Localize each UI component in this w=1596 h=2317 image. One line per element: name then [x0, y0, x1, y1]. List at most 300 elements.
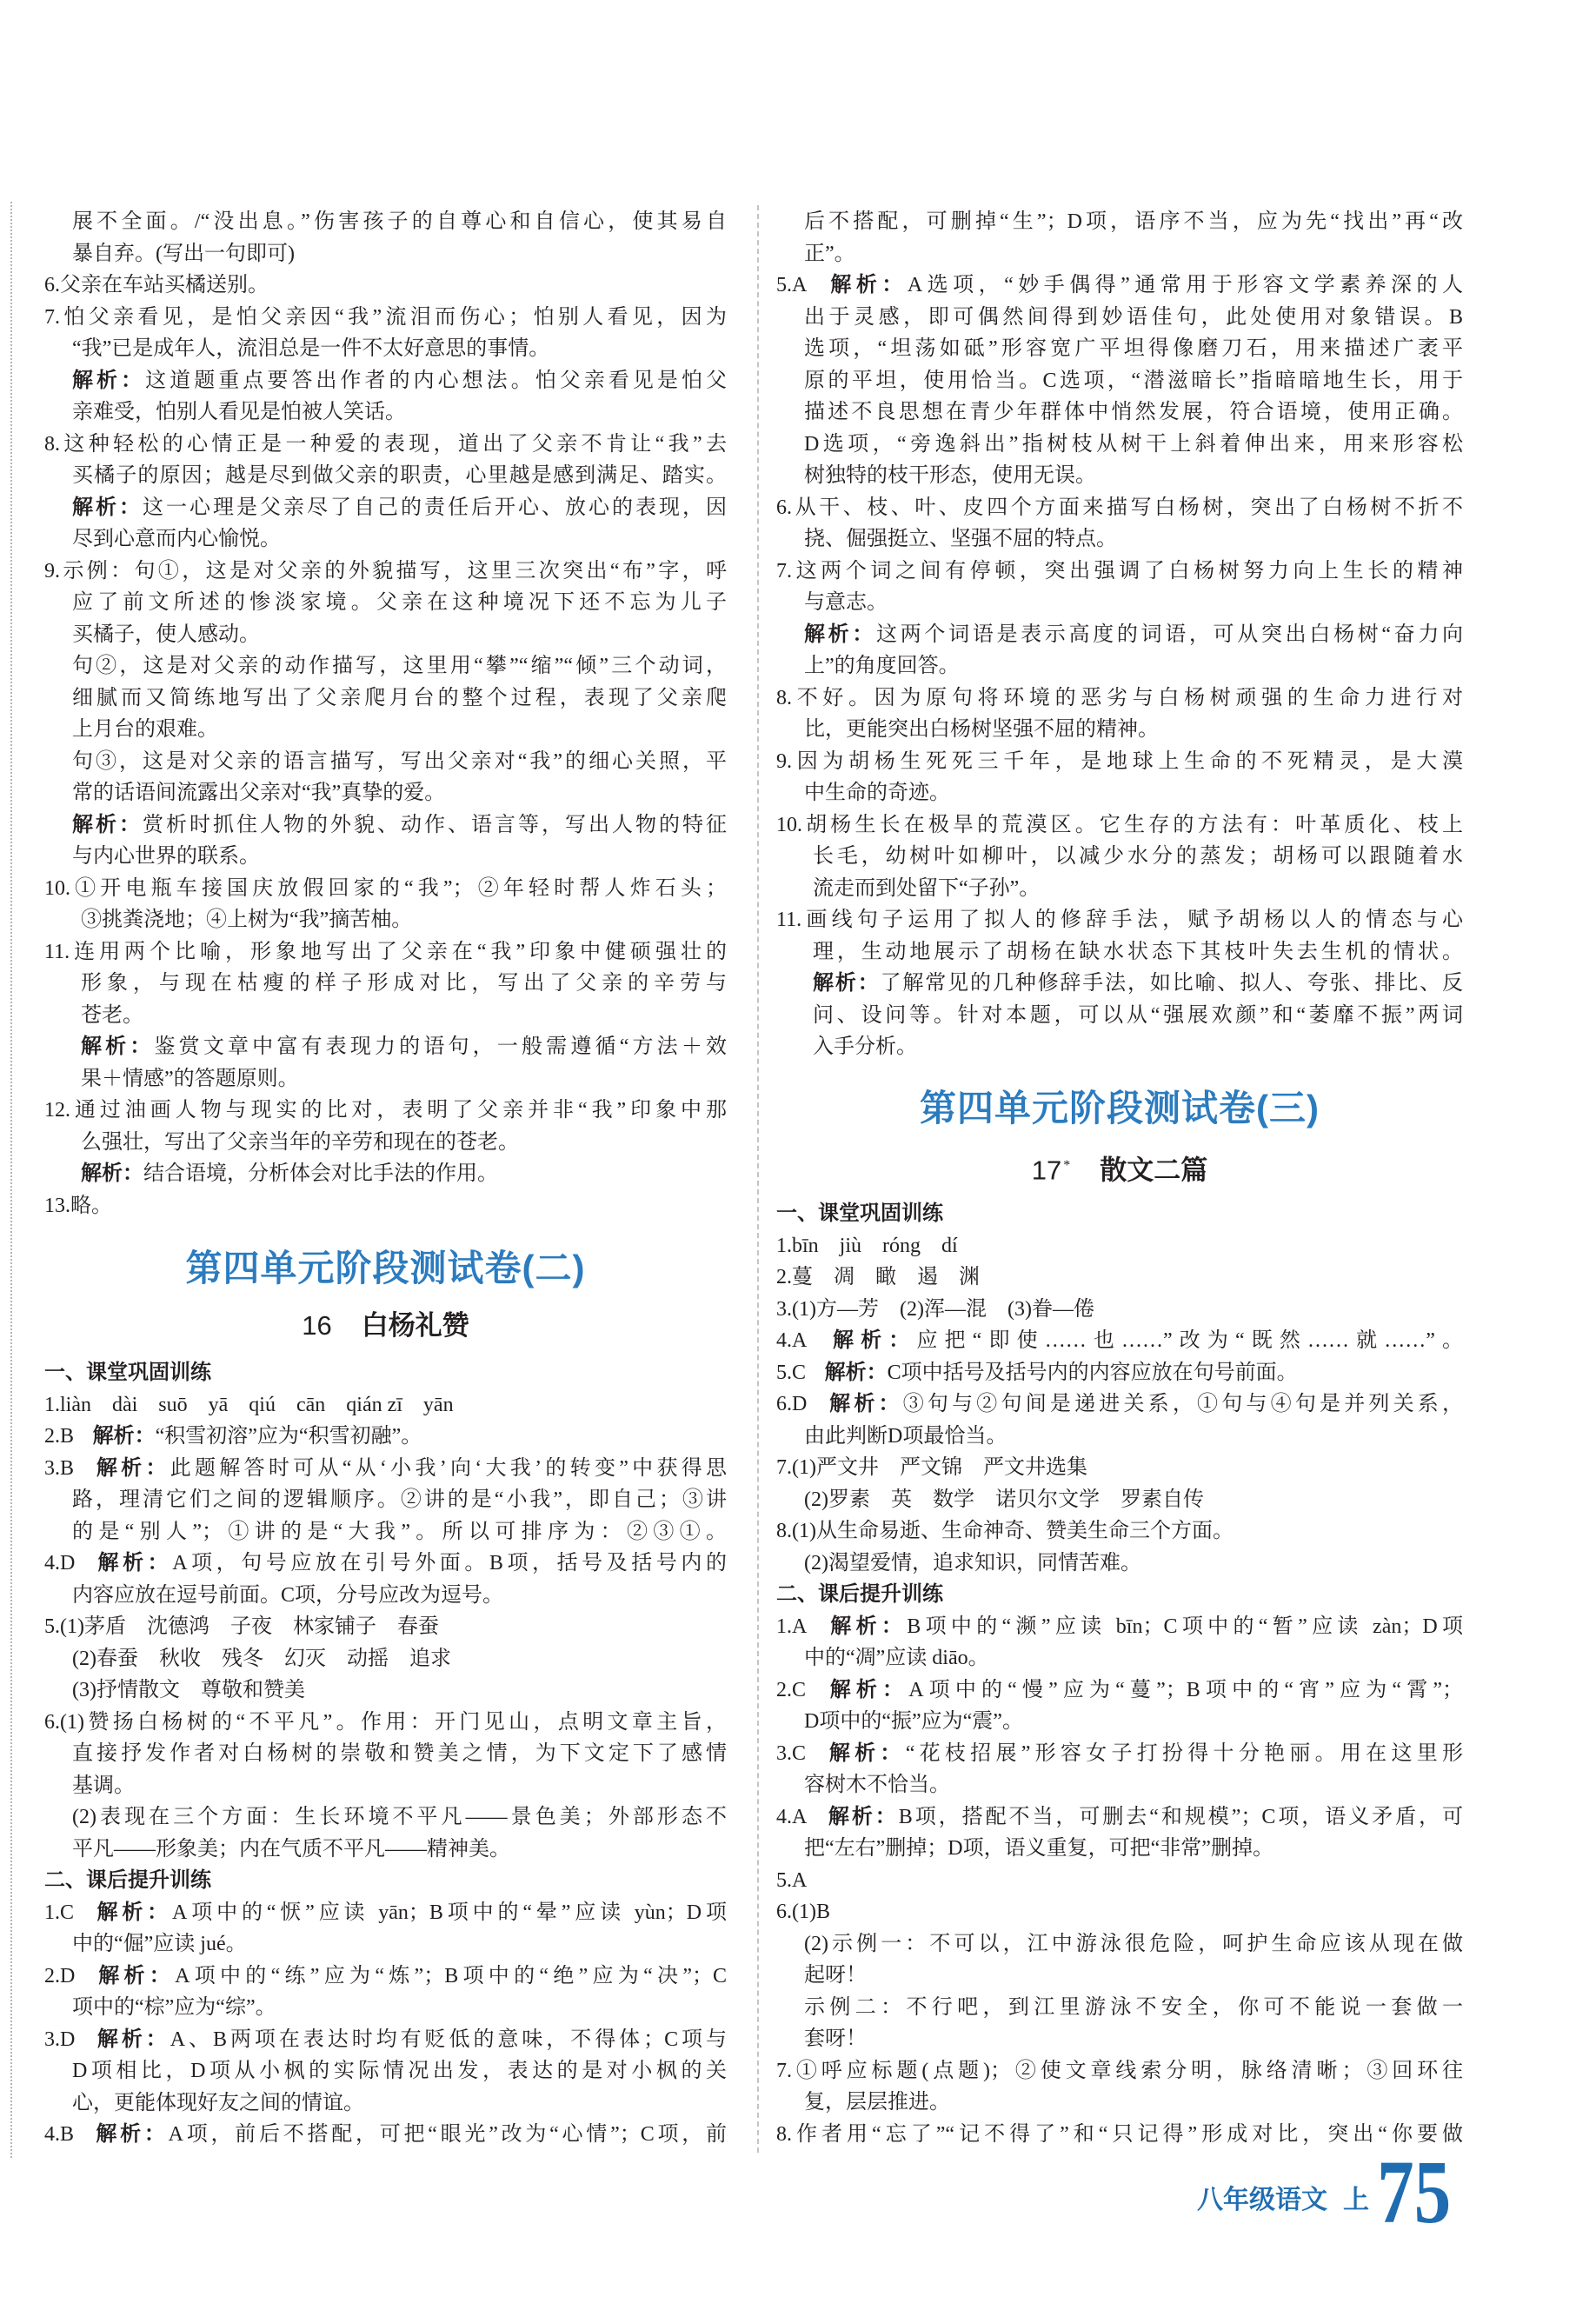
text-line [776, 523, 1463, 556]
answer-text: 果＋情感”的答题原则。 [81, 1067, 299, 1090]
answer-item [44, 1548, 727, 1580]
answer-text: D项相比，D项从小枫的实际情况出发，表达的是对小枫的关 [72, 2060, 727, 2082]
item-number: 4. [44, 2123, 60, 2146]
answer-text: 原的平坦，使用恰当。C选项，“潜滋暗长”指暗暗地生长，用于 [804, 369, 1463, 392]
unit-test-heading-3: 第四单元阶段测试卷(三) [920, 1088, 1320, 1129]
text-line [776, 1928, 1463, 1961]
answer-text: 直接抒发作者对白杨树的崇敬和赞美之情，为下文定下了感情 [72, 1742, 727, 1765]
item-number: 8. [44, 432, 60, 456]
item-number: 4. [776, 1805, 792, 1828]
left-column-answers-bottom [44, 1357, 727, 2151]
text-line [776, 714, 1463, 746]
item-number: 7. [776, 1456, 792, 1479]
answer-text: 作者用“忘了”“记不得了”和“只记得”形成对比，突出“你要做 [792, 2122, 1463, 2146]
answer-choice: B [60, 2123, 75, 2146]
text-line [776, 1769, 1463, 1801]
unit-test-heading-2: 第四单元阶段测试卷(二) [185, 1248, 586, 1288]
lesson-optional-mark: * [1063, 1158, 1071, 1173]
answer-text: 不好。因为原句将环境的恶劣与白杨树顽强的生命力进行对 [792, 686, 1463, 709]
answer-text: 正”。 [804, 242, 855, 265]
answer-text: 苍老。 [81, 1003, 143, 1027]
analysis-label: 解析： [72, 812, 143, 836]
answer-text: D项中的“振”应为“震”。 [804, 1710, 1023, 1733]
lesson-title-bar [44, 1307, 727, 1345]
answer-choice: C [792, 1361, 807, 1384]
text-line [44, 619, 727, 651]
answer-text: 常的话语间流露出父亲对“我”真挚的爱。 [72, 782, 446, 804]
column-divider [757, 205, 759, 2153]
text-line [44, 2087, 727, 2120]
section-heading: 二、课后提升训练 [776, 1582, 943, 1606]
answer-text: 赏析时抓住人物的外貌、动作、语言等，写出人物的特征 [143, 813, 727, 836]
answer-item [776, 1294, 1463, 1326]
answer-text: A项中的“恹”应读 yān；B项中的“晕”应读 yùn；D项 [172, 1901, 727, 1924]
answer-text: 这一心理是父亲尽了自己的责任后开心、放心的表现，因 [143, 496, 727, 519]
text-line [776, 2023, 1463, 2055]
answer-text: ③挑粪浇地；④上树为“我”摘苦柚。 [81, 909, 413, 931]
answer-text: “花枝招展”形容女子打扮得十分艳丽。用在这里形 [905, 1741, 1463, 1765]
answer-choice: B [60, 1456, 75, 1480]
answer-text: 尽到心意而内心愉悦。 [72, 528, 281, 550]
lesson-number: 17 [1031, 1155, 1062, 1186]
item-number: 4. [776, 1329, 792, 1352]
text-line [44, 2055, 727, 2087]
left-column-answers-top [44, 206, 727, 1222]
text-line [44, 1484, 727, 1516]
answer-text: 怕父亲看见，是怕父亲因“我”流泪而伤心；怕别人看见，因为 [60, 305, 727, 329]
answer-text: 暴自弃。(写出一句即可) [72, 242, 295, 265]
answer-text: bīn jiù róng dí [792, 1234, 958, 1257]
analysis-line [44, 492, 727, 524]
answer-text: 了解常见的几种修辞手法，如比喻、拟人、夸张、排比、反 [880, 972, 1463, 995]
text-line [44, 1992, 727, 2024]
answer-text: 树独特的枝干形态，使用无误。 [804, 464, 1096, 487]
answer-text: 与意志。 [804, 591, 888, 614]
answer-choice: D [60, 1552, 76, 1575]
answer-choice: A [792, 1805, 808, 1828]
answer-text: 展不全面。/“没出息。”伤害孩子的自尊心和自信心，使其易自 [72, 210, 727, 233]
text-line [44, 777, 727, 809]
analysis-label: 解析： [804, 622, 877, 646]
answer-text: 由此判断D项最恰当。 [804, 1424, 1007, 1448]
item-number: 3. [44, 1456, 60, 1480]
answer-text: (1)赞扬白杨树的“不平凡”。作用：开门见山，点明文章主旨， [60, 1710, 727, 1734]
answer-text: 略。 [70, 1194, 112, 1217]
answer-item [44, 556, 727, 588]
section-heading: 一、课堂巩固训练 [776, 1202, 943, 1225]
text-line [44, 460, 727, 492]
item-number: 3. [44, 2027, 60, 2051]
answer-text: 示例：句①，这是对父亲的外貌描写，这里三次突出“布”字，呼 [60, 559, 727, 583]
answer-text: (1)严文井 严文锦 严文井选集 [792, 1456, 1087, 1479]
answer-item [776, 1325, 1463, 1357]
text-line [776, 841, 1463, 873]
text-line [776, 1000, 1463, 1032]
analysis-line [44, 1158, 727, 1190]
answer-text: (1)茅盾 沈德鸿 子夜 林家铺子 春蚕 [60, 1615, 439, 1638]
text-line [776, 1548, 1463, 1580]
text-line [44, 206, 727, 238]
answer-text: 入手分析。 [813, 1035, 917, 1058]
section-heading: 一、课堂巩固训练 [44, 1361, 211, 1384]
analysis-label: 解析： [825, 1392, 903, 1415]
text-line [776, 460, 1463, 492]
answer-item [776, 2119, 1463, 2151]
answer-text: 通过油画人物与现实的比对，表明了父亲并非“我”印象中那 [70, 1099, 727, 1122]
answer-text: 长毛，幼树叶如柳叶，以减少水分的蒸发；胡杨可以跟随着水 [813, 845, 1463, 868]
answer-text: 基调。 [72, 1774, 135, 1797]
analysis-label: 解析： [824, 1741, 906, 1765]
answer-text: 蔓 凋 瞰 遏 渊 [792, 1266, 980, 1288]
answer-item [44, 1897, 727, 1929]
text-line [44, 1834, 727, 1866]
answer-text: 形象，与现在枯瘦的样子形成对比，写出了父亲的辛劳与 [81, 972, 727, 995]
answer-item [776, 904, 1463, 936]
text-line [776, 1992, 1463, 2024]
answer-text: A项中的“练”应为“炼”；B项中的“绝”应为“决”；C [175, 1964, 727, 1987]
text-line [44, 1770, 727, 1802]
item-number: 7. [44, 305, 60, 329]
answer-text: 应把“即使……也……”改为“既然……就……”。 [916, 1329, 1463, 1352]
analysis-label: 解析： [825, 1804, 899, 1828]
answer-text: A项，句号应放在引号外面。B项，括号及括号内的 [172, 1552, 727, 1575]
answer-item [44, 1095, 727, 1127]
answer-text: 这道题重点要答出作者的内心想法。怕父亲看见是怕父 [145, 369, 727, 392]
analysis-line [776, 619, 1463, 651]
answer-item [776, 1262, 1463, 1294]
text-line [776, 396, 1463, 429]
answer-text: liàn dài suō yā qiú cān qián zī yān [60, 1393, 454, 1416]
answer-text: (3)抒情散文 尊敬和赞美 [72, 1679, 305, 1701]
item-number: 2. [776, 1678, 792, 1701]
answer-text: 这两个词语是表示高度的词语，可从突出白杨树“奋力向 [876, 623, 1463, 646]
text-line [776, 1960, 1463, 1992]
item-number: 8. [776, 686, 792, 709]
text-line [776, 429, 1463, 461]
answer-item [776, 1738, 1463, 1770]
text-line [776, 238, 1463, 270]
analysis-label: 解析： [81, 1162, 143, 1185]
answer-item [776, 809, 1463, 842]
answer-item [776, 1388, 1463, 1421]
answer-text: 中生命的奇迹。 [804, 782, 950, 804]
right-column-answers-top [776, 206, 1463, 1063]
answer-choice: D [792, 1393, 808, 1415]
text-line [44, 1643, 727, 1675]
item-number: 6. [44, 274, 60, 296]
analysis-label: 解析： [81, 1035, 155, 1058]
answer-choice: A [792, 1329, 808, 1352]
answer-item [44, 2024, 727, 2056]
text-line [44, 396, 727, 429]
item-number: 5. [776, 1361, 792, 1384]
answer-text: 问、设问等。针对本题，可以从“强展欢颜”和“萎靡不振”两词 [813, 1003, 1463, 1027]
answer-text: 从干、枝、叶、皮四个方面来描写白杨树，突出了白杨树不折不 [792, 496, 1463, 519]
item-number: 2. [776, 1266, 792, 1288]
answer-choice: C [60, 1901, 75, 1924]
answer-text: (1)B [792, 1901, 830, 1923]
item-number: 3. [776, 1297, 792, 1321]
answer-item [44, 429, 727, 461]
text-line [44, 1738, 727, 1770]
answer-item [776, 1674, 1463, 1707]
answer-text: 因为胡杨生死死三千年，是地球上生命的不死精灵，是大漠 [792, 749, 1463, 773]
answer-text: 示例二：不行吧，到江里游泳不安全，你可不能说一套做一 [804, 1995, 1463, 2019]
text-line [776, 365, 1463, 397]
answer-text: 复，层层推进。 [804, 2091, 950, 2114]
text-line [44, 523, 727, 556]
text-line [44, 587, 727, 619]
text-line [776, 1484, 1463, 1516]
item-number: 5. [44, 1615, 60, 1638]
answer-text: 上月台的艰难。 [72, 718, 218, 741]
answer-item [776, 1801, 1463, 1834]
answer-item [776, 1452, 1463, 1484]
answer-choice: C [792, 1741, 807, 1765]
answer-item [776, 1230, 1463, 1262]
answer-item [44, 1421, 727, 1453]
text-line [776, 206, 1463, 238]
answer-text: 后不搭配，可删掉“生”；D项，语序不当，应为先“找出”再“改 [804, 210, 1463, 233]
analysis-line [44, 365, 727, 397]
answer-text: A项中的“慢”应为“蔓”；B项中的“宵”应为“霄”； [908, 1678, 1463, 1701]
answer-text: 么强壮，写出了父亲当年的辛劳和现在的苍老。 [81, 1130, 519, 1154]
item-number: 2. [44, 1964, 60, 1987]
analysis-label: 解析： [824, 1360, 888, 1384]
answer-text: 理，生动地展示了胡杨在缺水状态下其枝叶失去生机的情状。 [813, 940, 1463, 963]
answer-item [776, 1515, 1463, 1548]
answer-text: (2)罗素 英 数学 诺贝尔文学 罗素自传 [804, 1488, 1204, 1511]
text-line [44, 238, 727, 270]
analysis-label: 解析： [824, 1677, 909, 1701]
item-number: 6. [776, 496, 792, 519]
answer-item [44, 2119, 727, 2151]
answer-item [776, 1896, 1463, 1928]
text-line [776, 2087, 1463, 2119]
analysis-label: 解析： [825, 273, 908, 296]
answer-text: 结合语境，分析体会对比手法的作用。 [143, 1162, 498, 1185]
answer-text: A项，前后不搭配，可把“眼光”改为“心情”；C项，前 [168, 2123, 727, 2146]
text-line [44, 1801, 727, 1834]
answer-item [776, 556, 1463, 588]
answer-choice: B [60, 1425, 75, 1448]
text-line [44, 1000, 727, 1032]
answer-text: 中的“凋”应读 diāo。 [804, 1647, 989, 1669]
analysis-label: 解析： [92, 2122, 169, 2146]
answer-text: A选项，“妙手偶得”通常用于形容文学素养深的人 [907, 274, 1463, 296]
answer-text: 与内心世界的联系。 [72, 845, 260, 868]
answer-item [776, 1865, 1463, 1897]
item-number: 13. [44, 1194, 70, 1217]
answer-item [776, 682, 1463, 715]
text-line [776, 1833, 1463, 1865]
page-number: 75 [1377, 2142, 1452, 2242]
answer-text: 买橘子的原因；越是尽到做父亲的职责，心里越是感到满足、踏实。 [72, 464, 727, 487]
answer-text: 心，更能体现好友之间的情谊。 [72, 2091, 364, 2114]
answer-text: (2)示例一：不可以，江中游泳很危险，呵护生命应该从现在做 [804, 1932, 1463, 1955]
answer-text: 平凡——形象美；内在气质不平凡——精神美。 [72, 1837, 510, 1861]
text-line [44, 968, 727, 1000]
item-number: 6. [776, 1901, 792, 1923]
answer-text: 挠、倔强挺立、坚强不屈的特点。 [804, 528, 1117, 550]
item-number: 1. [44, 1901, 60, 1924]
answer-text: 应了前文所述的惨淡家境。父亲在这种境况下还不忘为儿子 [72, 591, 727, 614]
answer-text: 套呀！ [804, 2027, 867, 2050]
item-number: 2. [44, 1425, 60, 1448]
answer-text: A、B两项在表达时均有贬低的意味，不得体；C项与 [170, 2027, 727, 2051]
answer-text: 中的“倔”应读 jué。 [72, 1933, 247, 1955]
answer-text: (2)春蚕 秋收 残冬 幻灭 动摇 追求 [72, 1647, 451, 1670]
answer-item [44, 1707, 727, 1739]
text-line [776, 302, 1463, 334]
answer-choice: D [60, 2027, 76, 2051]
answer-choice: D [60, 1964, 76, 1987]
item-number: 1. [776, 1615, 792, 1638]
answer-text: “积雪初溶”应为“积雪初融”。 [155, 1425, 422, 1448]
answer-text: 出于灵感，即可偶然间得到妙语佳句，此处使用对象错误。B [804, 305, 1463, 329]
item-number: 12. [44, 1099, 70, 1122]
answer-text: 父亲在车站买橘送别。 [60, 274, 269, 296]
answer-choice: A [792, 274, 808, 296]
answer-text: 选项，“坦荡如砥”形容宽广平坦得像磨刀石，用来描述广袤平 [804, 337, 1463, 360]
answer-text: 内容应放在逗号前面。C项，分号应改为逗号。 [72, 1583, 504, 1607]
item-number: 9. [44, 559, 60, 583]
text-line [776, 650, 1463, 682]
text-line [44, 682, 727, 715]
analysis-label: 解析： [92, 1424, 156, 1448]
answer-text: 的是“别人”；①讲的是“大我”。所以可排序为：②③①。 [72, 1520, 727, 1543]
answer-item [44, 302, 727, 334]
item-number: 8. [776, 1520, 792, 1542]
item-number: 8. [776, 2122, 792, 2146]
text-line [44, 1063, 727, 1095]
lesson-number: 16 [302, 1310, 332, 1341]
item-number: 11. [44, 940, 70, 963]
item-number: 10. [44, 876, 70, 900]
answer-text: B项，搭配不当，可删去“和规模”；C项，语义矛盾，可 [898, 1805, 1463, 1828]
analysis-label: 解析： [72, 495, 143, 519]
text-line [44, 1674, 727, 1707]
answer-text: 上”的角度回答。 [804, 655, 960, 677]
text-line [776, 1031, 1463, 1063]
item-number: 1. [776, 1234, 792, 1257]
analysis-label: 解析： [93, 2027, 170, 2051]
text-line [44, 714, 727, 746]
answer-item [776, 1357, 1463, 1389]
section-heading: 二、课后提升训练 [44, 1868, 211, 1892]
answer-text: 句②，这是对父亲的动作描写，这里用“攀”“缩”“倾”三个动词， [72, 655, 727, 677]
lesson-title: 散文二篇 [1100, 1155, 1208, 1186]
item-number: 9. [776, 749, 792, 773]
answer-text: 此题解答时可从“从‘小我’向‘大我’的转变”中获得思 [170, 1456, 727, 1480]
answer-text: ①开电瓶车接国庆放假回家的“我”；②年轻时帮人炸石头； [70, 876, 727, 900]
grade-subject-label [1197, 2182, 1369, 2219]
text-line [44, 1580, 727, 1612]
answer-text: 描述不良思想在青少年群体中悄然发展，符合语境，使用正确。 [804, 401, 1463, 423]
item-number: 5. [776, 1868, 792, 1892]
text-line [44, 746, 727, 778]
text-line [776, 777, 1463, 809]
text-line [44, 1516, 727, 1548]
answer-item [776, 746, 1463, 778]
answer-text: (2)表现在三个方面：生长环境不平凡——景色美；外部形态不 [72, 1806, 727, 1828]
answer-text: 比，更能突出白杨树坚强不屈的精神。 [804, 718, 1159, 741]
item-number: 10. [776, 813, 802, 836]
answer-text: 句③，这是对父亲的语言描写，写出父亲对“我”的细心关照，平 [72, 749, 727, 773]
answer-text: C项中括号及括号内的内容应放在句号前面。 [887, 1361, 1298, 1384]
answer-item [44, 1961, 727, 1993]
answer-text: 把“左右”删掉；D项，语义重复，可把“非常”删掉。 [804, 1837, 1273, 1860]
analysis-label: 解析： [72, 368, 146, 392]
text-line [776, 1421, 1463, 1453]
answer-text: A [792, 1868, 808, 1892]
answer-text: 画线句子运用了拟人的修辞手法，赋予胡杨以人的情态与心 [801, 909, 1463, 931]
text-line [776, 873, 1463, 905]
item-number: 5. [776, 274, 792, 296]
answer-text: (1)方—芳 (2)浑—混 (3)眷—倦 [792, 1297, 1094, 1321]
answer-item [776, 270, 1463, 302]
answer-text: B项中的“濒”应读 bīn；C项中的“暂”应读 zàn；D项 [907, 1615, 1463, 1638]
answer-text: 细腻而又简练地写出了父亲爬月台的整个过程，表现了父亲爬 [72, 686, 727, 709]
text-line [776, 587, 1463, 619]
answer-text: 路，理清它们之间的逻辑顺序。②讲的是“小我”，即自己；③讲 [72, 1488, 727, 1511]
analysis-label: 解析： [93, 1551, 173, 1575]
text-line [44, 333, 727, 365]
answer-item [44, 936, 727, 969]
item-number: 4. [44, 1552, 60, 1575]
text-line [44, 904, 727, 936]
text-line [776, 1642, 1463, 1674]
answer-item [44, 270, 727, 302]
answer-text: 起呀！ [804, 1964, 867, 1987]
answer-text: ③句与②句间是递进关系，①句与④句是并列关系， [902, 1393, 1463, 1415]
text-line [44, 1127, 727, 1159]
answer-text: 流走而到处留下“子孙”。 [813, 876, 1041, 900]
answer-text: (1)从生命易逝、生命神奇、赞美生命三个方面。 [792, 1520, 1234, 1542]
answer-item [44, 873, 727, 905]
answer-item [44, 1453, 727, 1485]
text-line [776, 333, 1463, 365]
answer-item [776, 1611, 1463, 1643]
analysis-label: 解析： [92, 1900, 173, 1924]
analysis-line [44, 1031, 727, 1063]
binding-dotted-line [10, 202, 12, 2158]
item-number: 7. [776, 2059, 792, 2082]
answer-text: 亲难受，怕别人看见是怕被人笑话。 [72, 401, 406, 423]
answer-item [44, 1611, 727, 1643]
answer-choice: A [792, 1615, 808, 1638]
answer-item [44, 1389, 727, 1421]
text-line [44, 1928, 727, 1961]
answer-text: “我”已是成年人，流泪总是一件不太好意思的事情。 [72, 337, 550, 360]
answer-choice: C [792, 1678, 807, 1701]
lesson-title: 白杨礼赞 [361, 1310, 469, 1341]
answer-text: 这种轻松的心情正是一种爱的表现，道出了父亲不肯让“我”去 [60, 432, 727, 456]
lesson-title-bar [776, 1147, 1463, 1185]
answer-text: 这两个词之间有停顿，突出强调了白杨树努力向上生长的精神 [792, 559, 1463, 583]
grade-subject: 八年级语文 [1197, 2186, 1327, 2214]
text-line [776, 1706, 1463, 1738]
answer-item [776, 2055, 1463, 2087]
answer-text: D选项，“旁逸斜出”指树枝从树干上斜着伸出来，用来形容松 [804, 432, 1463, 456]
analysis-label: 解析： [93, 1963, 176, 1987]
item-number: 6. [44, 1710, 60, 1734]
answer-text: 容树木不恰当。 [804, 1774, 950, 1796]
item-number: 7. [776, 559, 792, 583]
answer-text: 买橘子，使人感动。 [72, 623, 260, 646]
analysis-label: 解析： [813, 971, 881, 995]
answer-text: 胡杨生长在极旱的荒漠区。它生存的方法有：叶革质化、枝上 [802, 813, 1463, 836]
